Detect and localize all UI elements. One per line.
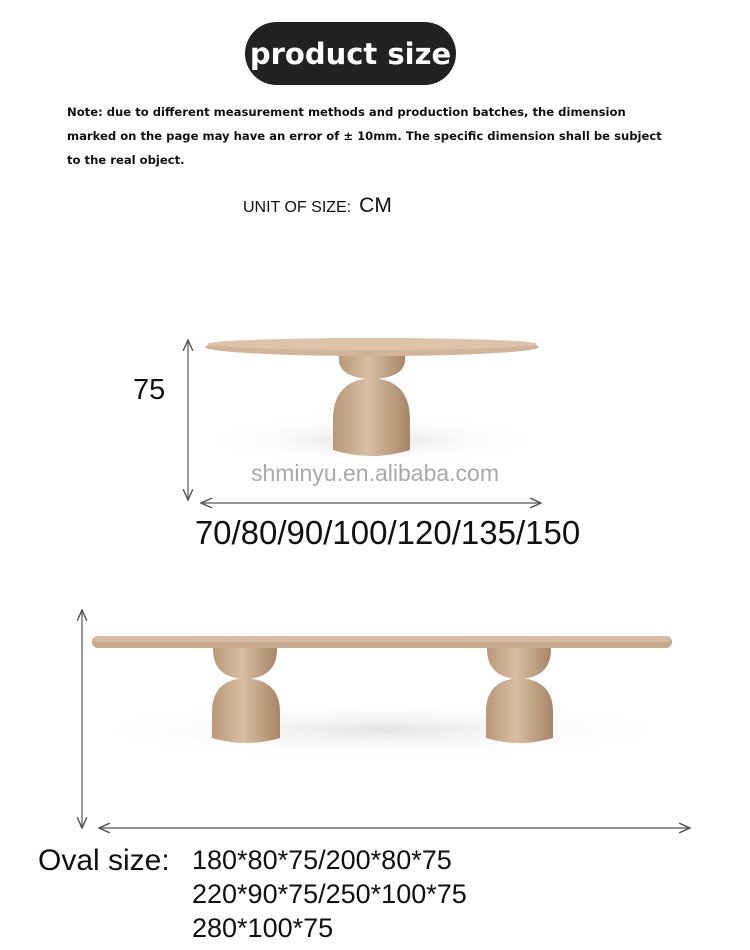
oval-size-label: Oval size:	[38, 844, 170, 877]
round-table-image	[202, 338, 542, 465]
note-line: marked on the page may have an error of ± 10mm. The specific dimension shall be subject	[67, 129, 662, 143]
oval-table-image	[82, 636, 682, 760]
oval-size-line: 180*80*75/200*80*75	[192, 845, 452, 875]
note-line: Note: due to different measurement methods and production batches, the dimension	[67, 105, 626, 119]
unit-label: UNIT OF SIZE:	[243, 199, 352, 216]
unit-value: CM	[359, 194, 392, 217]
note-line: to the real object.	[67, 153, 185, 167]
round-height-label: 75	[133, 374, 166, 406]
title-pill: product size	[245, 22, 456, 85]
oval-size-line: 220*90*75/250*100*75	[192, 879, 467, 909]
measurement-note	[67, 100, 707, 172]
unit-of-size	[243, 194, 392, 218]
watermark: shminyu.en.alibaba.com	[250, 460, 500, 486]
oval-size-line: 280*100*75	[192, 913, 334, 943]
round-diameters-label: 70/80/90/100/120/135/150	[194, 514, 581, 551]
